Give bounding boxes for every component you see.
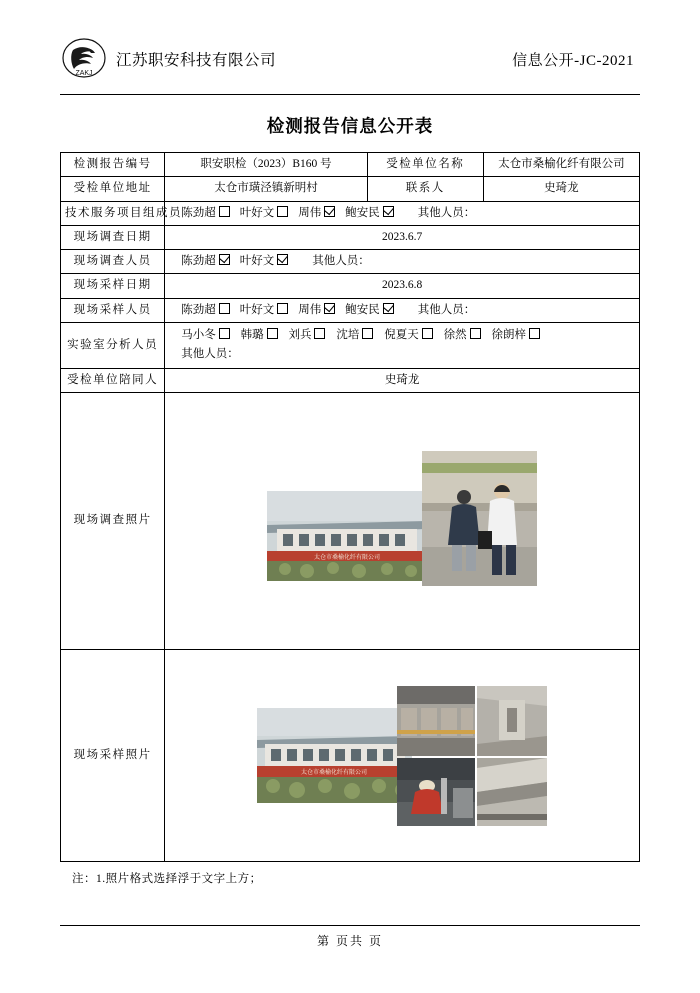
checkbox[interactable]: [324, 303, 335, 314]
report-no-label: 检测报告编号: [61, 153, 165, 177]
table-row: [61, 225, 640, 249]
team-members-value: [165, 201, 640, 225]
survey-staff-label: 现场调查人员: [61, 250, 165, 274]
checkbox[interactable]: [277, 254, 288, 265]
survey-staff-1: 陈劲超: [181, 253, 230, 270]
checkbox[interactable]: [422, 328, 433, 339]
client-address-value: 太仓市璜泾镇新明村: [165, 177, 368, 201]
table-row: [61, 250, 640, 274]
page-header: [60, 28, 640, 95]
checkbox[interactable]: [219, 206, 230, 217]
survey-date-value: 2023.6.7: [165, 225, 640, 249]
lab-staff-value: [165, 322, 640, 368]
sampling-photo-label: 现场采样照片: [61, 650, 165, 862]
table-row: [61, 177, 640, 201]
escort-label: 受检单位陪同人: [61, 368, 165, 392]
photo-site-building: [267, 491, 427, 581]
sampling-staff-1: 陈劲超: [181, 302, 230, 319]
checkbox[interactable]: [277, 303, 288, 314]
sampling-date-label: 现场采样日期: [61, 274, 165, 298]
document-code: 信息公开-JC-2021: [512, 52, 634, 69]
company-name: 江苏职安科技有限公司: [116, 52, 277, 69]
survey-photo-cell: [165, 393, 640, 650]
svg-text:太仓市桑榆化纤有限公司: 太仓市桑榆化纤有限公司: [301, 769, 368, 776]
page-footer: 第 页共 页: [60, 925, 640, 949]
company-logo-icon: [60, 37, 108, 81]
lab-staff-7: 徐朗梓: [491, 329, 540, 341]
lab-staff-3: 刘兵: [288, 329, 325, 341]
table-row: [61, 274, 640, 298]
svg-text:ZAKJ: ZAKJ: [75, 70, 93, 77]
checkbox[interactable]: [219, 303, 230, 314]
brand: [60, 37, 276, 81]
checkbox[interactable]: [277, 206, 288, 217]
sampling-staff-3: 周伟: [298, 302, 335, 319]
sampling-staff-others-label: 其他人员：: [417, 303, 476, 316]
table-row: [61, 298, 640, 322]
checkbox[interactable]: [219, 254, 230, 265]
sampling-photo-cell: [165, 650, 640, 862]
checkbox[interactable]: [529, 328, 540, 339]
survey-staff-value: [165, 250, 640, 274]
photo-corridor: [477, 686, 547, 756]
sampling-staff-2: 叶好文: [240, 302, 289, 319]
lab-staff-6: 徐然: [444, 329, 481, 341]
team-member-3: 周伟: [298, 205, 335, 222]
table-row-sampling-photos: [61, 650, 640, 862]
lab-staff-1: 马小冬: [181, 329, 230, 341]
team-others-label: 其他人员：: [417, 206, 476, 219]
table-row: [61, 322, 640, 368]
lab-others-label: 其他人员：: [181, 348, 239, 361]
team-member-4: 鲍安民: [345, 205, 394, 222]
photo-workshop-machines: [397, 686, 475, 756]
sampling-staff-label: 现场采样人员: [61, 298, 165, 322]
survey-date-label: 现场调查日期: [61, 225, 165, 249]
page-title: 检测报告信息公开表: [266, 116, 434, 136]
checkbox[interactable]: [362, 328, 373, 339]
team-member-1: 陈劲超: [181, 205, 230, 222]
table-row: [61, 153, 640, 177]
checkbox[interactable]: [314, 328, 325, 339]
report-no-value: 职安职检（2023）B160 号: [165, 153, 368, 177]
lab-staff-label: 实验室分析人员: [61, 322, 165, 368]
table-note: 注：1.照片格式选择浮于文字上方；: [72, 873, 262, 886]
client-address-label: 受检单位地址: [61, 177, 165, 201]
escort-value: 史琦龙: [165, 368, 640, 392]
lab-staff-2: 韩璐: [241, 329, 278, 341]
sampling-date-value: 2023.6.8: [165, 274, 640, 298]
photo-factory-gate: [257, 708, 412, 803]
checkbox[interactable]: [470, 328, 481, 339]
sampling-staff-value: [165, 298, 640, 322]
client-name-label: 受检单位名称: [367, 153, 483, 177]
contact-label: 联系人: [367, 177, 483, 201]
table-row: [61, 201, 640, 225]
photo-machine-rollers: [477, 758, 547, 826]
sampling-staff-4: 鲍安民: [345, 302, 394, 319]
survey-photo-label: 现场调查照片: [61, 393, 165, 650]
checkbox[interactable]: [219, 328, 230, 339]
contact-value: 史琦龙: [483, 177, 639, 201]
svg-text:太仓市桑榆化纤有限公司: 太仓市桑榆化纤有限公司: [314, 555, 381, 562]
checkbox[interactable]: [383, 303, 394, 314]
checkbox[interactable]: [267, 328, 278, 339]
team-member-2: 叶好文: [240, 205, 289, 222]
lab-staff-4: 沈培: [336, 329, 373, 341]
team-members-label: 技术服务项目组成员: [61, 201, 165, 225]
lab-staff-5: 倪夏天: [384, 329, 433, 341]
client-name-value: 太仓市桑榆化纤有限公司: [483, 153, 639, 177]
survey-staff-others-label: 其他人员：: [312, 255, 370, 267]
report-info-table: [60, 152, 640, 862]
table-row-survey-photos: [61, 393, 640, 650]
photo-worker-sampling: [397, 758, 475, 826]
table-row: [61, 368, 640, 392]
checkbox[interactable]: [383, 206, 394, 217]
checkbox[interactable]: [324, 206, 335, 217]
photo-site-inspection: [422, 451, 537, 586]
survey-staff-2: 叶好文: [240, 253, 289, 270]
